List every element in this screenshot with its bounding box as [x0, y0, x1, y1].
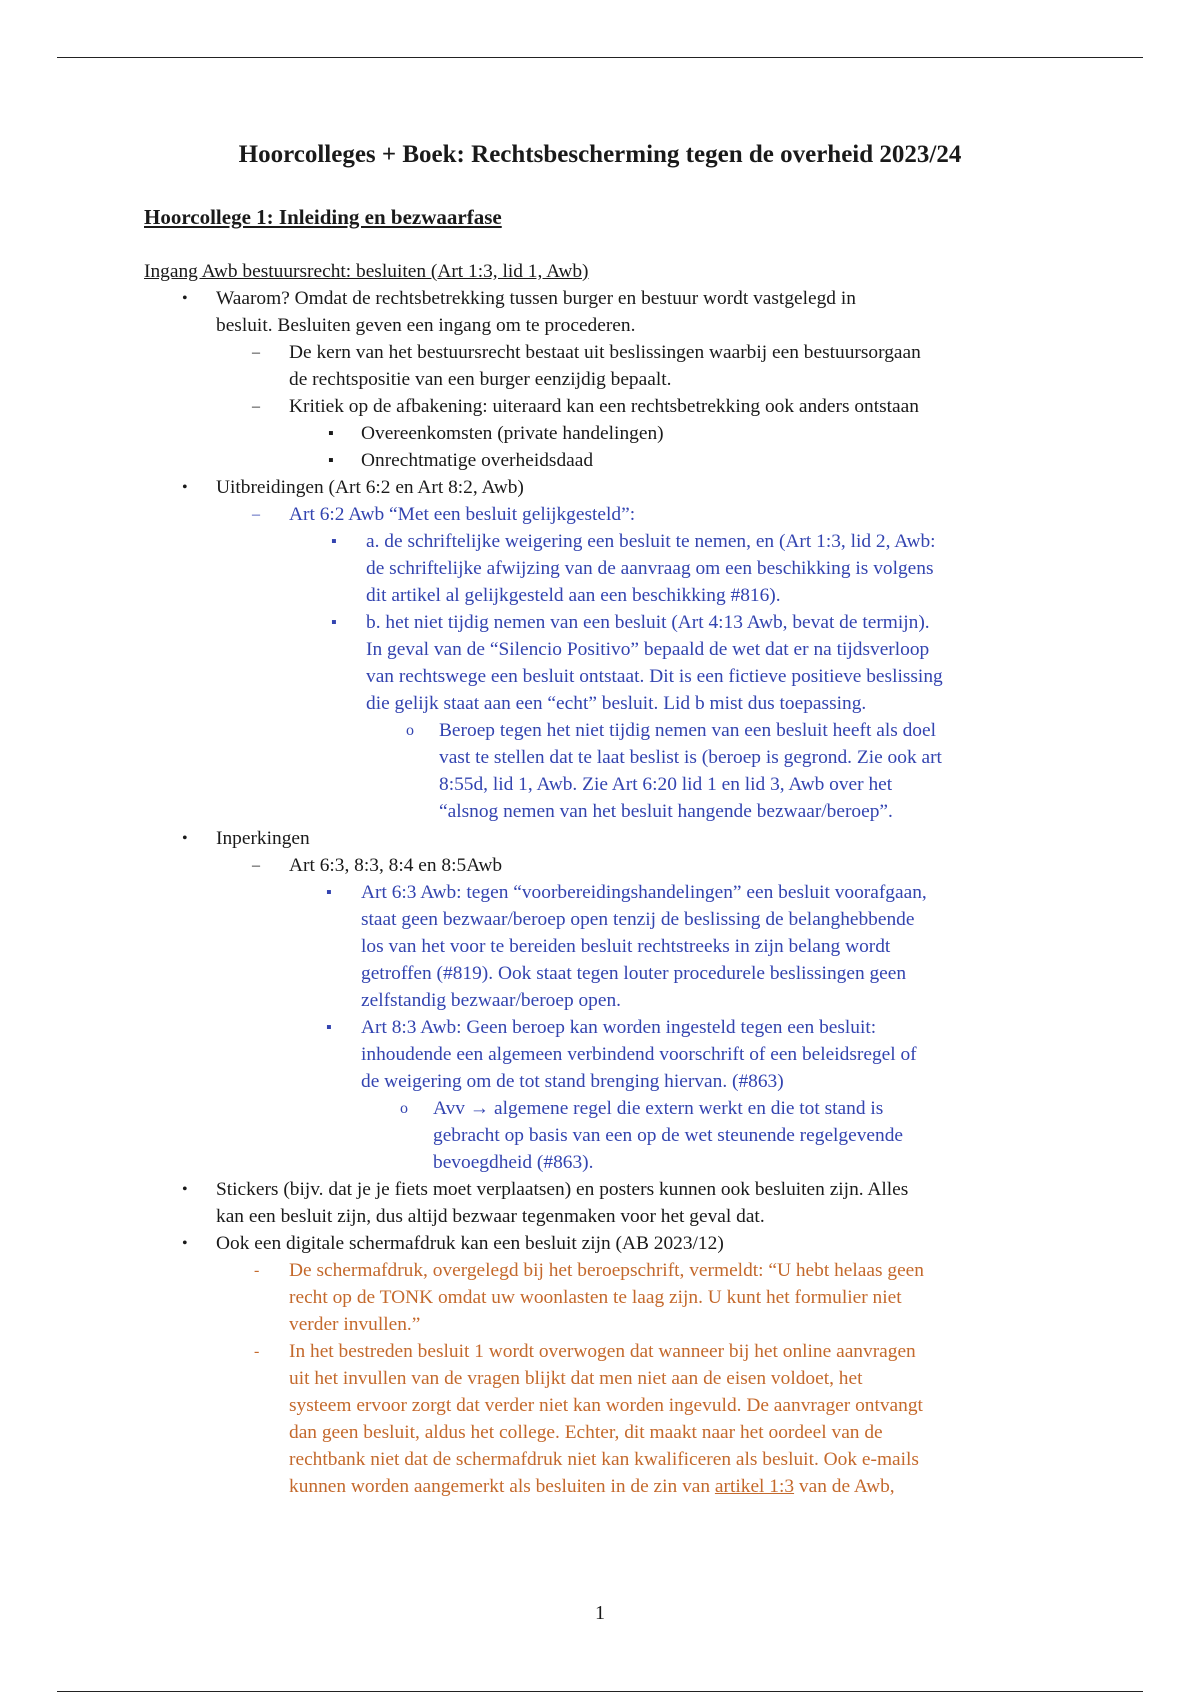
text-line: die gelijk staat aan een “echt” besluit. Lid b mist dus toepassing.: [366, 693, 867, 714]
text-line: Overeenkomsten (private handelingen): [361, 423, 664, 444]
bullet-square: ▪: [328, 425, 334, 442]
text-line: de rechtspositie van een burger eenzijdig bepaalt.: [289, 369, 672, 390]
text-line: verder invullen.”: [289, 1314, 421, 1335]
list-item: [144, 339, 1084, 366]
bullet-circle: o: [406, 722, 414, 739]
text-line: recht op de TONK omdat uw woonlasten te laag zijn. U kunt het formulier niet: [289, 1287, 902, 1308]
text-line: van rechtswege een besluit ontstaat. Dit is een fictieve positieve beslissing: [366, 666, 943, 687]
list-item: [144, 825, 1084, 852]
text-line: Art 6:2 Awb “Met een besluit gelijkgesteld”:: [289, 504, 636, 525]
text-line: de weigering om de tot stand brenging hiervan. (#863): [361, 1071, 784, 1092]
bullet-dash: –: [252, 398, 260, 415]
bullet-hyphen: -: [254, 1343, 260, 1360]
list-item: [144, 1257, 1084, 1284]
text-line: Kritiek op de afbakening: uiteraard kan een rechtsbetrekking ook anders ontstaan: [289, 396, 919, 417]
text-line: Ook een digitale schermafdruk kan een besluit zijn (AB 2023/12): [216, 1233, 724, 1254]
text-line: 8:55d, lid 1, Awb. Zie Art 6:20 lid 1 en lid 3, Awb over het: [439, 774, 893, 795]
bullet-dash: –: [252, 344, 260, 361]
list-item: [144, 1014, 1084, 1041]
list-item: [144, 852, 1084, 879]
text-line: rechtbank niet dat de schermafdruk niet kan kwalificeren als besluit. Ook e-mails: [289, 1449, 919, 1470]
text-line: a. de schriftelijke weigering een besluit te nemen, en (Art 1:3, lid 2, Awb:: [366, 531, 936, 552]
list-item: [144, 1230, 1084, 1257]
list-item: [144, 285, 1084, 312]
list-item: [144, 420, 1084, 447]
bullet-disc: •: [182, 290, 188, 307]
bullet-circle: o: [400, 1100, 408, 1117]
text-line: vast te stellen dat te laat beslist is (beroep is gegrond. Zie ook art: [439, 747, 942, 768]
text-line: dan geen besluit, aldus het college. Echter, dit maakt naar het oordeel van de: [289, 1422, 883, 1443]
text-line: getroffen (#819). Ook staat tegen louter procedurele beslissingen geen: [361, 963, 907, 984]
text-line: In geval van de “Silencio Positivo” bepaald de wet dat er na tijdsverloop: [366, 639, 930, 660]
text-line: staat geen bezwaar/beroep open tenzij de beslissing de belanghebbende: [361, 909, 915, 930]
list-item: [144, 717, 1084, 744]
list-item: [144, 1095, 1084, 1122]
text-line: Waarom? Omdat de rechtsbetrekking tussen burger en bestuur wordt vastgelegd in: [216, 288, 856, 309]
text-line: Art 6:3, 8:3, 8:4 en 8:5Awb: [289, 855, 503, 876]
header-rule: [57, 57, 1143, 58]
text-line: gebracht op basis van een op de wet steunende regelgevende: [433, 1125, 904, 1146]
list-item: [144, 879, 1084, 906]
text-line: Stickers (bijv. dat je je fiets moet verplaatsen) en posters kunnen ook besluiten zijn. Alles: [216, 1179, 909, 1200]
text-line: In het bestreden besluit 1 wordt overwogen dat wanneer bij het online aanvragen: [289, 1341, 916, 1362]
bullet-square: ▪: [331, 614, 337, 631]
bullet-square: ▪: [326, 1019, 332, 1036]
text-line: Avv → algemene regel die extern werkt en die tot stand is: [433, 1098, 884, 1119]
text-line: Onrechtmatige overheidsdaad: [361, 450, 594, 471]
text-line: bevoegdheid (#863).: [433, 1152, 594, 1173]
text-line: De kern van het bestuursrecht bestaat uit beslissingen waarbij een bestuursorgaan: [289, 342, 921, 363]
document-body: [144, 258, 1084, 1500]
document-title: Hoorcolleges + Boek: Rechtsbescherming tegen de overheid 2023/24: [238, 141, 962, 168]
section-heading: Hoorcollege 1: Inleiding en bezwaarfase: [144, 205, 502, 229]
bullet-square: ▪: [331, 533, 337, 550]
bullet-disc: •: [182, 1181, 188, 1198]
text-line: “alsnog nemen van het besluit hangende bezwaar/beroep”.: [439, 801, 893, 822]
list-item: [144, 474, 1084, 501]
bullet-dash: –: [252, 857, 260, 874]
list-item: [144, 1176, 1084, 1203]
subheading: Ingang Awb bestuursrecht: besluiten (Art 1:3, lid 1, Awb): [144, 261, 589, 282]
text-fragment: van de Awb,: [794, 1476, 895, 1497]
artikel-link[interactable]: artikel 1:3: [714, 1476, 795, 1497]
bullet-hyphen: -: [254, 1262, 260, 1279]
text-line: dit artikel al gelijkgesteld aan een beschikking #816).: [366, 585, 781, 606]
text-line: los van het voor te bereiden besluit rechtstreeks in zijn belang wordt: [361, 936, 891, 957]
bullet-disc: •: [182, 479, 188, 496]
text-line: zelfstandig bezwaar/beroep open.: [361, 990, 622, 1011]
bullet-square: ▪: [326, 884, 332, 901]
text-line: Inperkingen: [216, 828, 310, 849]
text-fragment: kunnen worden aangemerkt als besluiten in de zin van: [289, 1476, 715, 1497]
list-item: [144, 393, 1084, 420]
list-item: [144, 501, 1084, 528]
bullet-square: ▪: [328, 452, 334, 469]
text-line: Beroep tegen het niet tijdig nemen van een besluit heeft als doel: [439, 720, 936, 741]
footer-rule: [57, 1691, 1143, 1692]
text-line: Art 8:3 Awb: Geen beroep kan worden ingesteld tegen een besluit:: [361, 1017, 877, 1038]
text-line: de schriftelijke afwijzing van de aanvraag om een beschikking is volgens: [366, 558, 934, 579]
text-line: Uitbreidingen (Art 6:2 en Art 8:2, Awb): [216, 477, 524, 498]
page-number: 1: [595, 1602, 605, 1624]
text-line: De schermafdruk, overgelegd bij het beroepschrift, vermeldt: “U hebt helaas geen: [289, 1260, 924, 1281]
list-item: [144, 609, 1084, 636]
text-line: b. het niet tijdig nemen van een besluit (Art 4:13 Awb, bevat de termijn).: [366, 612, 930, 633]
text-line: inhoudende een algemeen verbindend voorschrift of een beleidsregel of: [361, 1044, 917, 1065]
bullet-disc: •: [182, 830, 188, 847]
text-line: Art 6:3 Awb: tegen “voorbereidingshandelingen” een besluit voorafgaan,: [361, 882, 927, 903]
bullet-dash: –: [252, 506, 260, 523]
text-line: [144, 1473, 1084, 1500]
list-item: [144, 1338, 1084, 1365]
text-line: systeem ervoor zorgt dat verder niet kan worden ingevuld. De aanvrager ontvangt: [289, 1395, 923, 1416]
text-line: kan een besluit zijn, dus altijd bezwaar tegenmaken voor het geval dat.: [216, 1206, 765, 1227]
list-item: [144, 528, 1084, 555]
text-line: uit het invullen van de vragen blijkt dat men niet aan de eisen voldoet, het: [289, 1368, 863, 1389]
text-line: besluit. Besluiten geven een ingang om te procederen.: [216, 315, 636, 336]
list-item: [144, 447, 1084, 474]
bullet-disc: •: [182, 1235, 188, 1252]
